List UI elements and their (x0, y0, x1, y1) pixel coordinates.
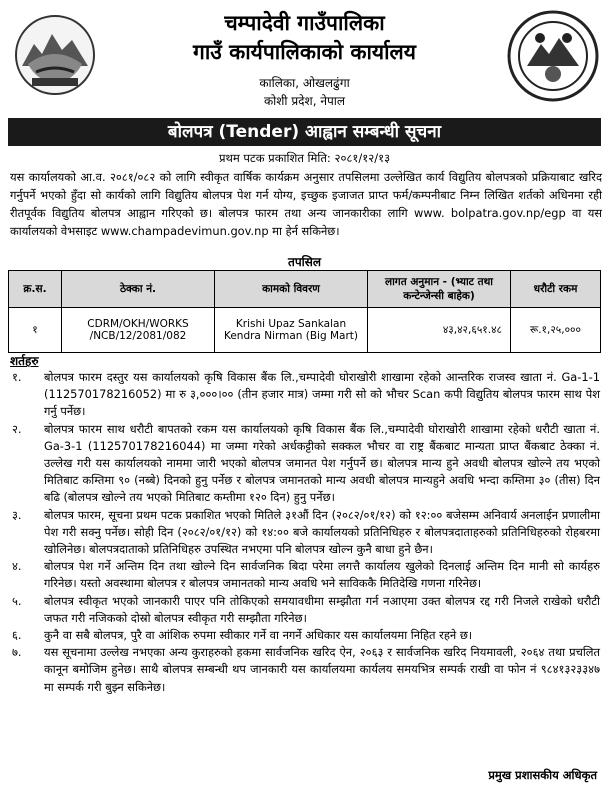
cell-sn: १ (9, 308, 62, 353)
municipality-logo-icon (507, 10, 599, 102)
condition-item (8, 558, 600, 592)
condition-text: बोलपत्र फारम साथ धरौटी बापतको रकम यस कार्यालयको कृषि विकास बैंक लि.,चम्पादेवी घोराखोरी शाखामा रहेको धरौटी खाता नं. Ga-3-1 (112570178216044) मा जम्मा गरेको अर्धकट्टीको सक्कल भौचर वा राष्ट्र बैंकबाट मान्यता प्राप्त बैंकबाट ठेक्का नं. उल्लेख गरी यस कार्यालयको नाममा जारी भएको बोलपत्र जमानत पेश गर्नुपर्ने छ। बोलपत्र मान्य हुने अवधी बोलपत्र खोल्ने तय भएको मितिबाट कम्तिमा ९० (नब्बे) दिनको हुनु पर्नेछ र बोलपत्र जमानतको मान्य अवधी बोलपत्र मान्यहुने अवधि भन्दा कम्तिमा ३० (तीस) दिन बढि (बोलपत्र खोल्ने तय भएको मितिबाट कम्तीमा १२० दिन) हुनु पर्नेछ। (44, 421, 600, 505)
cell-description: Krishi Upaz Sankalan Kendra Nirman (Big Mart) (215, 308, 368, 353)
address-line-1: कालिका, ओखलढुंगा (259, 76, 350, 90)
office-name: गाउँ कार्यपालिकाको कार्यालय (193, 40, 416, 64)
condition-number: ३. (12, 507, 22, 522)
notice-title-banner: बोलपत्र (Tender) आह्वान सम्बन्धी सूचना (8, 118, 601, 146)
condition-text: बोलपत्र फारम, सूचना प्रथम पटक प्रकाशित भएको मितिले ३१औं दिन (२०८२/०१/१२) को १२:०० बजेसम्म अनिवार्य अनलाईन प्रणालीमा पेश गरी सक्नु पर्नेछ। सोही दिन (२०८२/०१/१२) को १४:०० बजे कार्यालयको प्रतिनिधिहरु र बोलपत्रदाताहरुको प्रतिनिधिहरुको रोहबरमा खोलिनेछ। बोलपत्रदाताको प्रतिनिधिहरु उपस्थित नभएमा पनि बोलपत्र खोल्न कुनै बाधा हुने छैन। (44, 507, 600, 557)
header-contract: ठेक्का नं. (62, 271, 215, 308)
condition-item (8, 507, 600, 559)
intro-paragraph: यस कार्यालयको आ.व. २०८१/०८२ को लागि स्वीकृत वार्षिक कार्यक्रम अनुसार तपसिलमा उल्लेखित कार्य विद्युतिय बोलपत्रको प्रक्रियाबाट खरिद गर्नुपर्ने भएको हुँदा सो कार्यको लागि विद्युतिय बोलपत्र पेश गर्न योग्य, इच्छुक इजाजत प्राप्त फर्म/कम्पनीबाट निम्न लिखित शर्तको अधिनमा रही रीतपूर्वक विद्युतिय बोलपत्र आह्वान गरिएको छ। बोलपत्र फारम तथा अन्य जानकारीका लागि www. bolpatra.gov.np/egp वा यस कार्यालयको वेभसाइट www.champadevimun.gov.np मा हेर्न सकिनेछ। (10, 170, 602, 238)
condition-number: १. (12, 370, 22, 384)
published-date: प्रथम पटक प्रकाशित मिति: २०८१/१२/१३ (218, 151, 391, 165)
signature-title: प्रमुख प्रशासकीय अधिकृत (488, 768, 597, 782)
conditions-heading: शर्तहरु (10, 354, 39, 368)
table-header-row (9, 271, 601, 308)
condition-item (8, 644, 600, 696)
condition-item (8, 627, 600, 644)
condition-text: कुनै वा सबै बोलपत्र, पुरै वा आंशिक रुपमा स्वीकार गर्ने वा नगर्ने अधिकार यस कार्यालयमा निहित रहने छ। (44, 628, 473, 643)
address-line-2: कोशी प्रदेश, नेपाल (263, 94, 346, 108)
municipality-name: चम्पादेवी गाउँपालिका (224, 11, 385, 35)
condition-number: ७. (12, 645, 22, 660)
condition-number: ४. (12, 559, 22, 574)
header-estimate: लागत अनुमान - (भ्याट तथा कन्टेन्जेन्सी बाहेक) (368, 271, 511, 308)
condition-item (8, 593, 600, 627)
letterhead (0, 0, 609, 118)
condition-item (8, 421, 600, 507)
header-deposit: धरौटी रकम (511, 271, 601, 308)
conditions-list (8, 369, 600, 696)
condition-item (8, 369, 600, 421)
condition-text: यस सूचनामा उल्लेख नभएका अन्य कुराहरुको हकमा सार्वजनिक खरिद ऐन, २०६३ र सार्वजनिक खरिद नियमावली, २०६४ तथा प्रचलित कानून बमोजिम हुनेछ। साथै बोलपत्र सम्बन्धी थप जानकारी यस कार्यालयमा कार्यलय समयभित्र सम्पर्क राखी वा फोन नं ९८४१३२३३४७ मा सम्पर्क गरी बुझ्न सकिनेछ। (44, 645, 600, 694)
condition-text: बोलपत्र स्वीकृत भएको जानकारी पाएर पनि तोकिएको समयावधीमा सम्झौता गर्न नआएमा उक्त बोलपत्र रद्द गरी निजले राखेको धरौटी जफत गरी नजिकको दोस्रो बोलपत्र स्वीकृत गरी सम्झौता गरिनेछ। (44, 593, 600, 625)
header-description: कामको विवरण (215, 271, 368, 308)
condition-number: ५. (12, 593, 22, 608)
table-title: तपसिल (287, 255, 321, 269)
condition-number: २. (12, 421, 22, 436)
cell-estimate: ४३,४२,६५१.४८ (368, 308, 511, 353)
header-sn: क्र.स. (9, 271, 62, 308)
nepal-emblem-icon (14, 14, 96, 96)
condition-text: बोलपत्र पेश गर्ने अन्तिम दिन तथा खोल्ने दिन सार्वजनिक बिदा परेमा लगत्तै कार्यालय खुलेको दिनलाई अन्तिम दिन मानी सो कार्यहरु गरिनेछ। यस्तो अवस्थामा बोलपत्र र बोलपत्र जमानतको मान्य अवधि भने साविककै मितिदेखि गणना गरिनेछ। (44, 559, 600, 591)
table-row (9, 308, 601, 353)
cell-deposit: रू.१,२५,००० (511, 308, 601, 353)
condition-number: ६. (12, 628, 22, 643)
cell-contract: CDRM/OKH/WORKS /NCB/12/2081/082 (62, 308, 215, 353)
works-table (8, 270, 601, 353)
condition-text: बोलपत्र फारम दस्तुर यस कार्यालयको कृषि विकास बैंक लि.,चम्पादेवी घोराखोरी शाखामा रहेको आन्तरिक राजस्व खाता नं. Ga-1-1 (112570178216052) मा रु ३,०००।०० (तीन हजार मात्र) जम्मा गरी सो को भौचर Scan कपी विद्युतिय बोलपत्र फारम साथ पेश गर्नु पर्नेछ। (44, 370, 600, 419)
